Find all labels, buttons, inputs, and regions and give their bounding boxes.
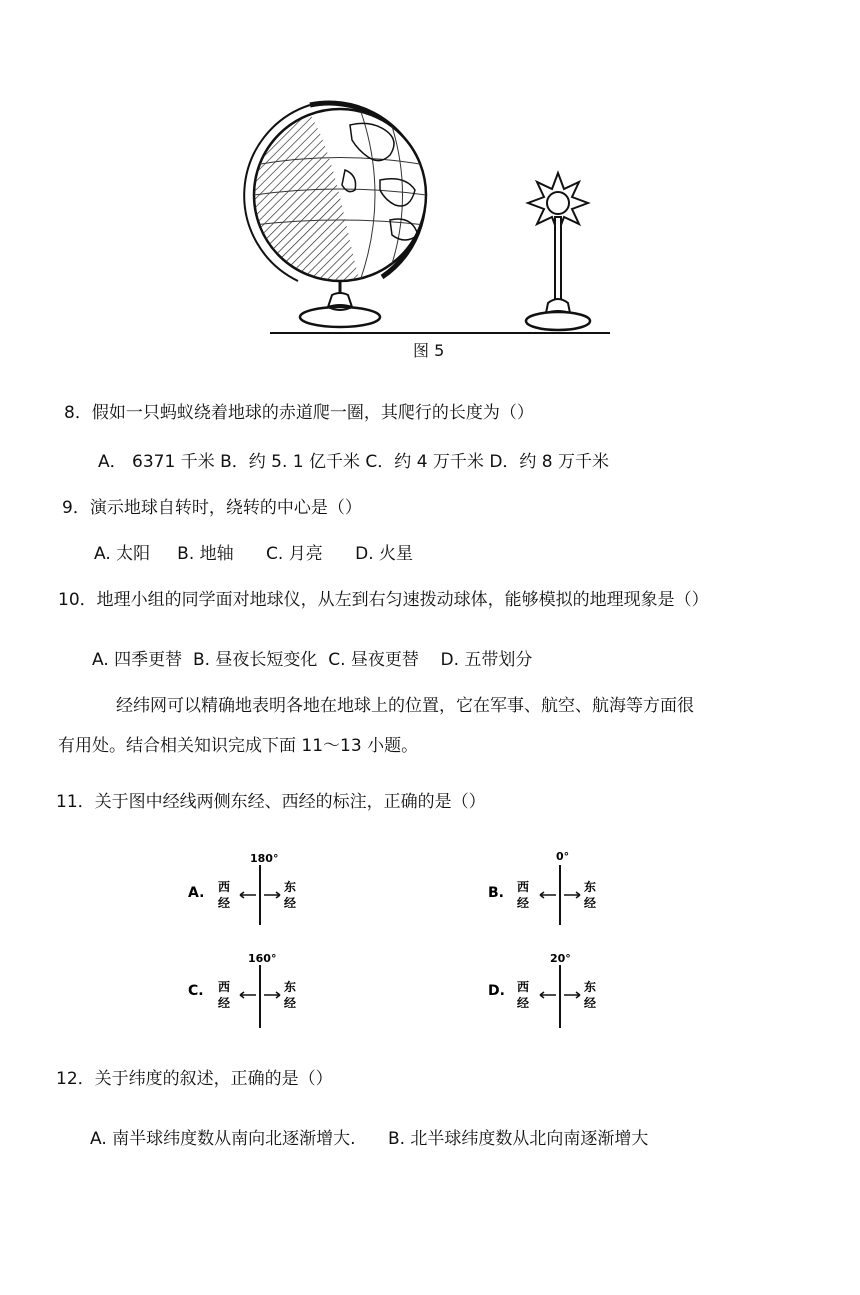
arrow-left-icon xyxy=(540,992,556,998)
svg-text:经: 经 xyxy=(284,896,297,910)
svg-text:东: 东 xyxy=(284,980,297,994)
question-8-options: A． 6371 千米 B．约 5. 1 亿千米 C．约 4 万千米 D．约 8 万千米 xyxy=(98,452,610,472)
diagram-b-degree: 0° xyxy=(556,850,570,863)
passage-line-2: 有用处。结合相关知识完成下面 11～13 小题。 xyxy=(58,736,419,756)
diagram-d-letter: D. xyxy=(488,983,505,999)
diagram-d xyxy=(488,952,596,1028)
question-12-options: A. 南半球纬度数从南向北逐渐增大. B. 北半球纬度数从北向南逐渐增大 xyxy=(90,1129,649,1149)
arrow-right-icon xyxy=(264,892,280,898)
arrow-right-icon xyxy=(564,892,580,898)
globe xyxy=(244,103,426,327)
arrow-right-icon xyxy=(264,992,280,998)
diagram-a xyxy=(188,852,296,925)
diagram-c-letter: C. xyxy=(188,983,204,999)
diagram-c xyxy=(188,952,296,1028)
globe-sun-illustration xyxy=(240,95,620,340)
svg-text:东: 东 xyxy=(584,980,597,994)
arrow-left-icon xyxy=(540,892,556,898)
diagram-b xyxy=(488,850,596,925)
question-10-options: A. 四季更替 B. 昼夜长短变化 C. 昼夜更替 D. 五带划分 xyxy=(92,650,533,670)
svg-text:经: 经 xyxy=(284,996,297,1010)
diagram-c-degree: 160° xyxy=(248,952,277,965)
svg-text:经: 经 xyxy=(218,896,231,910)
svg-text:西: 西 xyxy=(517,880,530,894)
svg-text:经: 经 xyxy=(584,996,597,1010)
figure-caption: 图 5 xyxy=(413,341,445,360)
arrow-left-icon xyxy=(240,892,256,898)
svg-text:东: 东 xyxy=(284,880,297,894)
question-8-stem: 8．假如一只蚂蚁绕着地球的赤道爬一圈，其爬行的长度为（） xyxy=(64,403,534,423)
question-10-stem: 10．地理小组的同学面对地球仪，从左到右匀速拨动球体，能够模拟的地理现象是（） xyxy=(58,590,709,610)
sun-lamp xyxy=(526,173,590,330)
svg-text:西: 西 xyxy=(218,880,231,894)
diagram-a-letter: A. xyxy=(188,885,205,901)
question-9-stem: 9．演示地球自转时，绕转的中心是（） xyxy=(62,498,362,518)
svg-text:东: 东 xyxy=(584,880,597,894)
svg-text:经: 经 xyxy=(218,996,231,1010)
passage-line-1: 经纬网可以精确地表明各地在地球上的位置，它在军事、航空、航海等方面很 xyxy=(116,696,694,716)
question-12-stem: 12．关于纬度的叙述，正确的是（） xyxy=(56,1069,333,1089)
svg-text:经: 经 xyxy=(517,896,530,910)
diagram-a-degree: 180° xyxy=(250,852,279,865)
svg-text:经: 经 xyxy=(517,996,530,1010)
diagram-b-letter: B. xyxy=(488,885,504,901)
arrow-right-icon xyxy=(564,992,580,998)
question-11-stem: 11．关于图中经线两侧东经、西经的标注，正确的是（） xyxy=(56,792,486,812)
longitude-diagrams xyxy=(180,845,620,1035)
svg-text:经: 经 xyxy=(584,896,597,910)
svg-text:西: 西 xyxy=(218,980,231,994)
svg-text:西: 西 xyxy=(517,980,530,994)
diagram-d-degree: 20° xyxy=(550,952,571,965)
question-9-options: A. 太阳 B. 地轴 C. 月亮 D. 火星 xyxy=(94,544,414,564)
arrow-left-icon xyxy=(240,992,256,998)
